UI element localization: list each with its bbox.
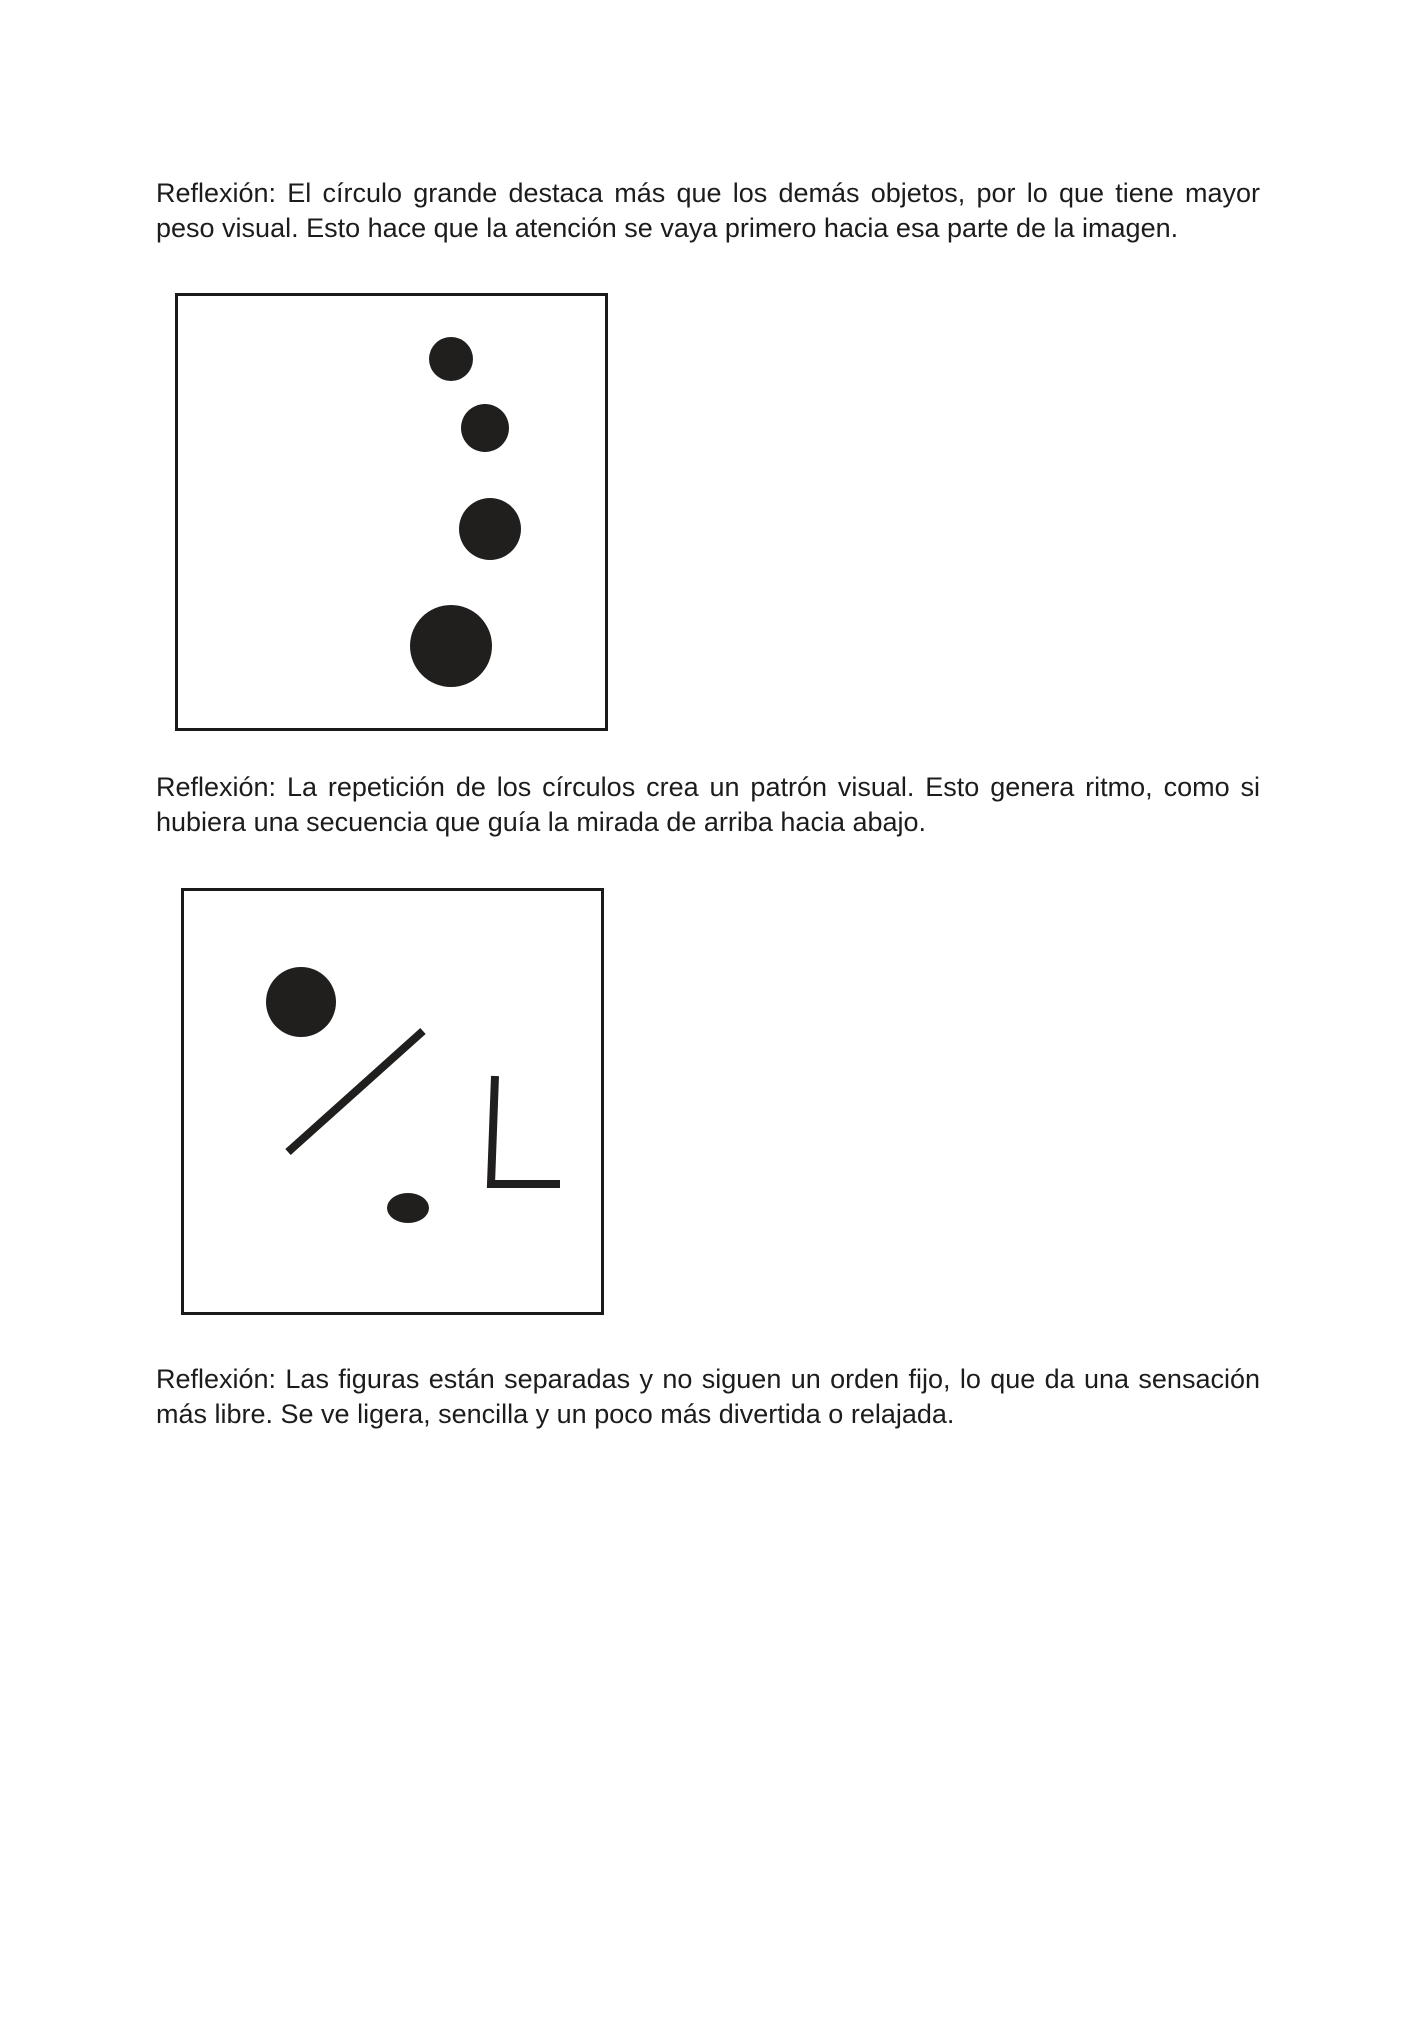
circle-shape [461,404,509,452]
circle-shape [459,498,521,560]
reflexion-paragraph-3 [156,1362,1260,1432]
paragraph-line: más libre. Se ve ligera, sencilla y un poco más divertida o relajada. [156,1399,955,1429]
reflexion-paragraph-1 [156,176,1260,246]
scattered-shapes-figure [181,888,604,1315]
circle-shape [429,337,473,381]
paragraph-line: Reflexión: La repetición de los círculos crea un patrón visual. Esto genera ritmo, como si [156,772,1260,802]
line-shape [288,1031,423,1152]
paragraph-line: hubiera una secuencia que guía la mirada de arriba hacia abajo. [156,807,927,837]
ellipse-shape [387,1193,429,1223]
circle-shape [266,967,336,1037]
paragraph-line: Reflexión: Las figuras están separadas y no siguen un orden fijo, lo que da una sensación [156,1364,1260,1394]
polyline-shape [491,1076,560,1184]
circle-shape [410,605,492,687]
figure-canvas [184,891,601,1312]
figure-canvas [178,296,605,728]
paragraph-line: peso visual. Esto hace que la atención se vaya primero hacia esa parte de la imagen. [156,213,1179,243]
reflexion-paragraph-2 [156,770,1260,840]
paragraph-line: Reflexión: El círculo grande destaca más que los demás objetos, por lo que tiene mayor [156,178,1260,208]
stacked-circles-figure [175,293,608,731]
